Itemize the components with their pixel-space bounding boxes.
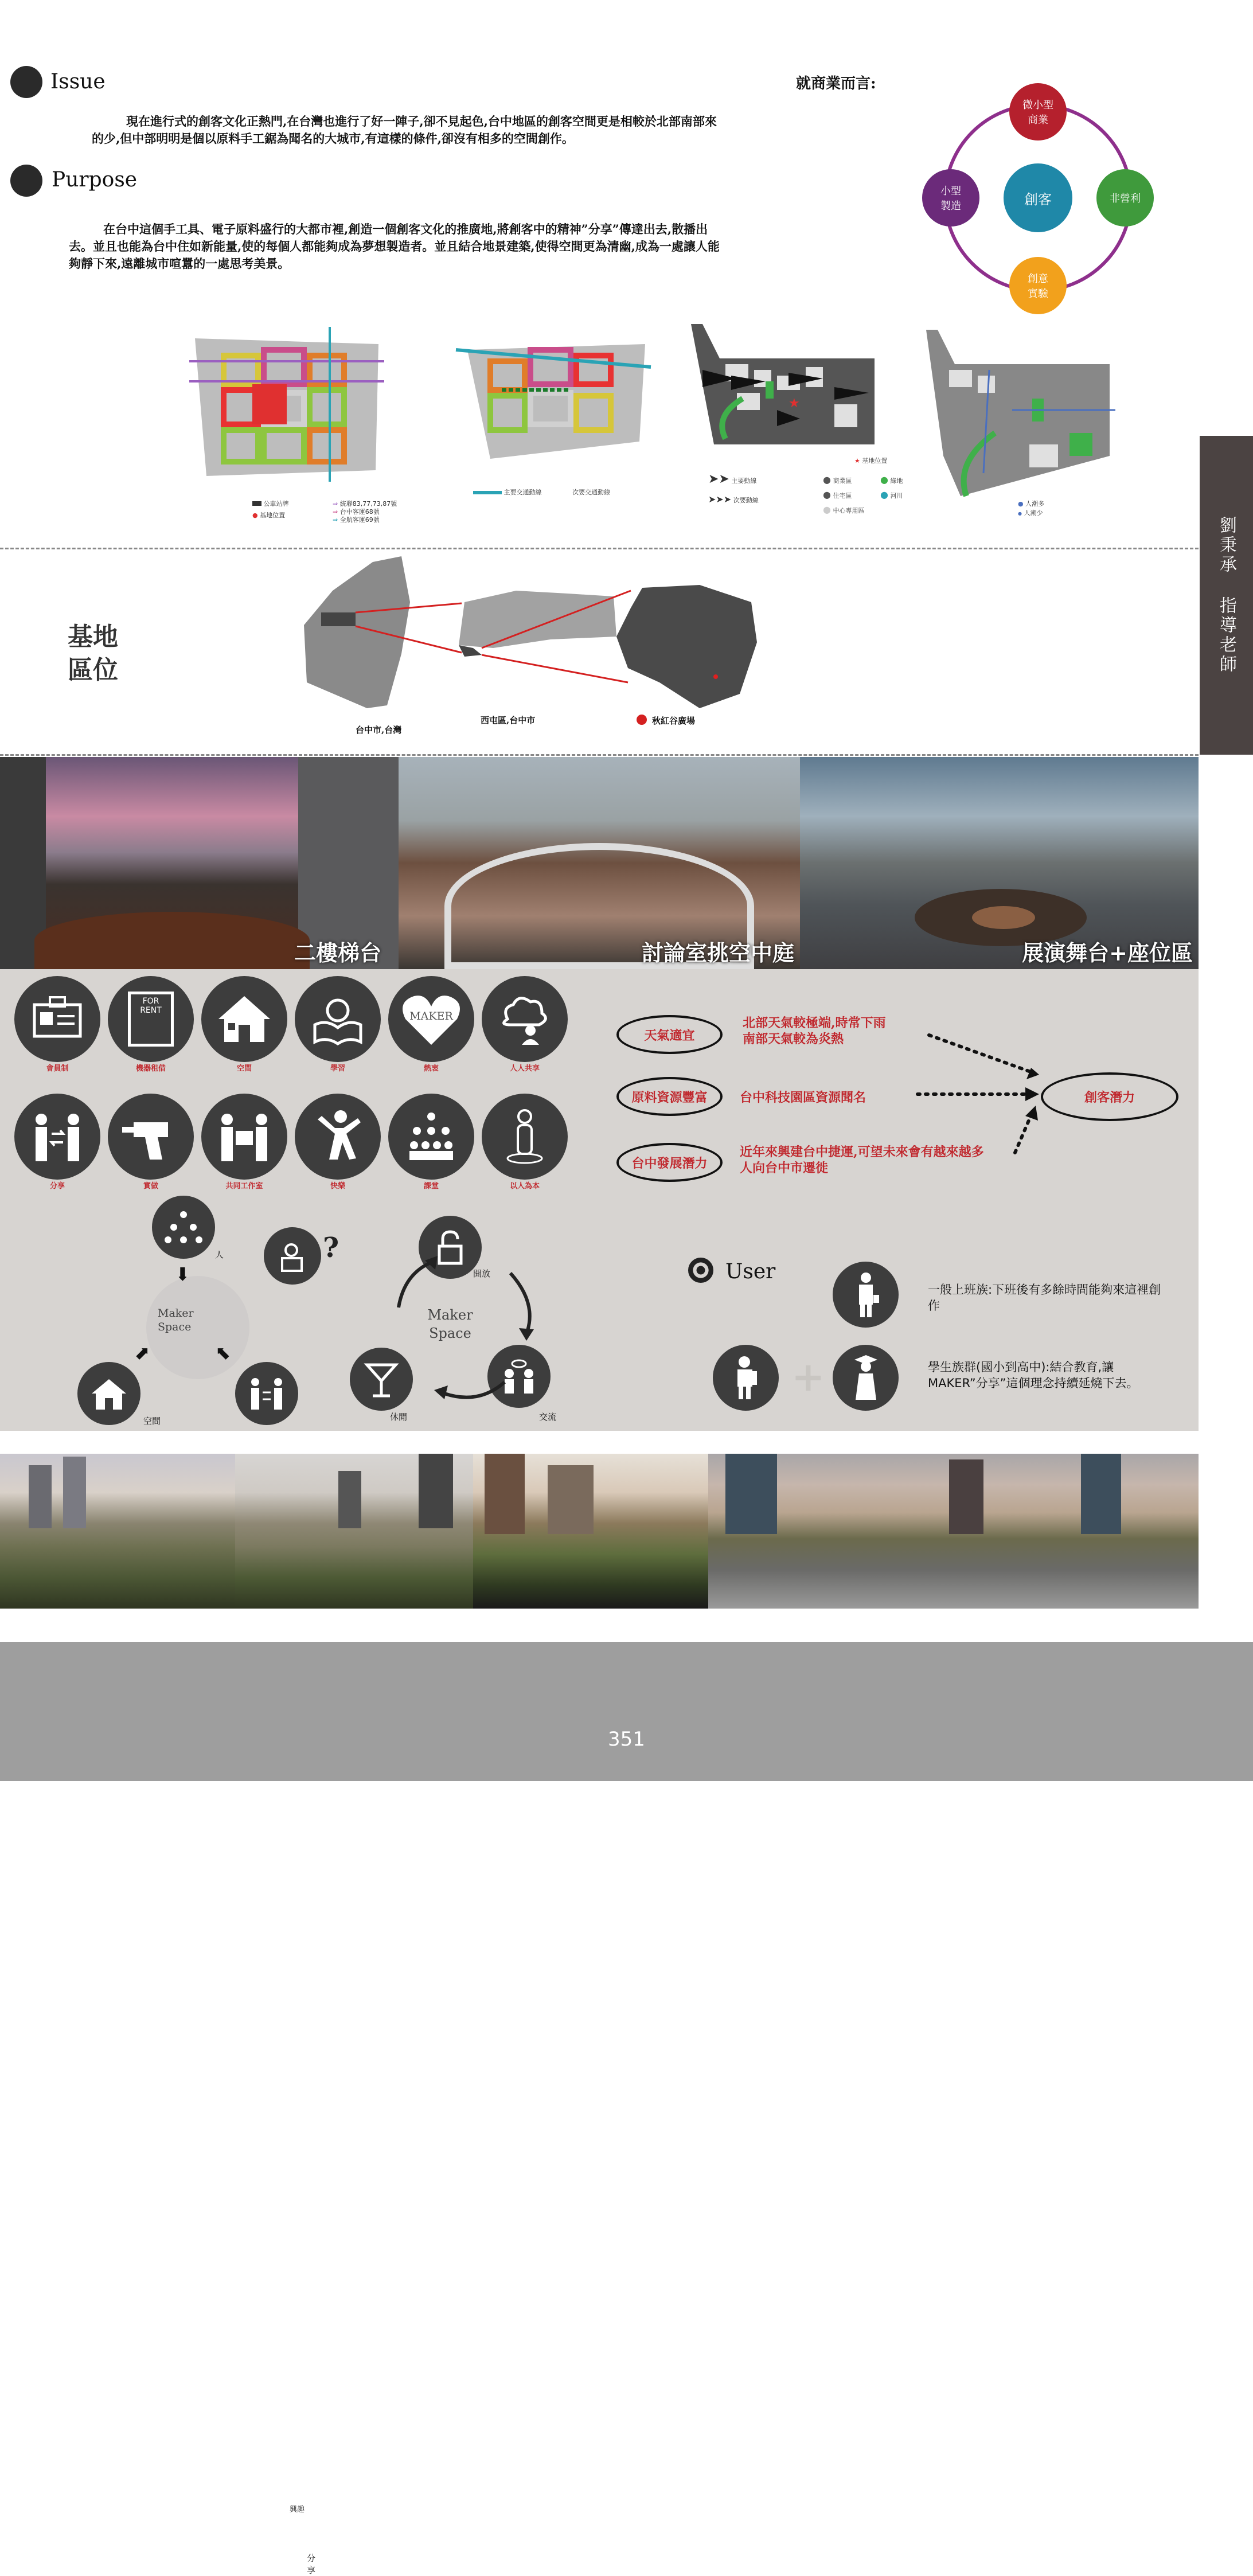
site-photo-2 — [235, 1454, 473, 1609]
site-title-line1: 基地 — [68, 622, 118, 651]
user-target-icon — [688, 1258, 713, 1283]
site-title — [68, 620, 118, 687]
sidebar-name: 劉秉承 — [1216, 516, 1236, 575]
maker1-left-label: 空間 — [143, 1416, 161, 1426]
icon-label-2: 機器租借 — [135, 1064, 166, 1073]
maker2-bottom-label: 休閒 — [390, 1412, 408, 1422]
site-photo-4 — [708, 1454, 1199, 1609]
icon-label-3: 空間 — [236, 1064, 252, 1073]
people-oriented-icon — [482, 1094, 568, 1180]
site-photo-1 — [0, 1454, 235, 1609]
site-photo-3 — [473, 1454, 708, 1609]
site-marker-icon — [637, 715, 647, 725]
maker1-top-label: 人 — [215, 1250, 224, 1260]
icon-label-11: 課堂 — [423, 1182, 439, 1191]
classroom-icon — [388, 1094, 474, 1180]
icon-label-9: 共同工作室 — [225, 1182, 263, 1191]
zoning-map-3 — [691, 324, 909, 530]
factor-resources-text: 台中科技園區資源聞名 — [740, 1090, 866, 1105]
user-2-text: 學生族群(國小到高中):結合教育,讓MAKER”分享”這個理念持續延燒下去。 — [928, 1360, 1139, 1390]
site-title-line2: 區位 — [68, 655, 118, 685]
network-people-icon — [152, 1196, 215, 1259]
business-right-circle: 非營利 — [1096, 169, 1154, 227]
user-heading: User — [725, 1260, 776, 1283]
business-diagram — [918, 75, 1158, 315]
sidebar-advisor: 指導老師 — [1216, 596, 1236, 674]
graduate-icon — [833, 1345, 899, 1411]
map4-legend: ● 人潮多 ● 人潮少 — [1018, 500, 1045, 517]
factor-resources-label: 原料資源豐富 — [631, 1090, 708, 1105]
student-icon — [713, 1345, 779, 1411]
render-stage — [800, 757, 1199, 969]
icon-label-5: 熱衷 — [423, 1064, 439, 1073]
member-card-icon — [14, 976, 100, 1062]
cycle-arrows — [364, 1239, 548, 1411]
footer-band — [0, 1642, 1253, 1781]
crowd-map-4 — [926, 330, 1138, 525]
maker1-right-label: 分享 — [307, 2553, 316, 2575]
maker2-right-label: 交流 — [539, 1412, 557, 1422]
user-1-text: 一般上班族:下班後有多餘時間能夠來這裡創作 — [928, 1283, 1161, 1313]
render-caption-3: 展演舞台+座位區 — [1022, 940, 1193, 966]
traffic-map-1-graphic — [189, 327, 390, 482]
factor-weather-oval — [616, 1015, 723, 1054]
site-label-taiwan: 台中市,台灣 — [356, 725, 402, 735]
business-title: 就商業而言: — [796, 75, 876, 92]
business-top-circle: 微小型 商業 — [1009, 83, 1067, 140]
purpose-heading: Purpose — [52, 168, 138, 192]
site-location-maps — [287, 551, 803, 746]
arrow-up-right-icon: ⬈ — [135, 1342, 150, 1364]
crowd-map-4-graphic — [926, 330, 1138, 502]
drill-tool-icon — [108, 1094, 194, 1180]
business-bottom-circle: 創意 實驗 — [1009, 257, 1067, 314]
icon-label-10: 快樂 — [330, 1182, 345, 1191]
question-mark-icon: ? — [323, 1232, 339, 1264]
purpose-text: 在台中這個手工具、電子原料盛行的大都市裡,創造一個創客文化的推廣地,將創客中的精神”分享”傳達出去,散播出去。並且也能為台中住如新能量,使的每個人都能夠成為夢想製造者。並且結合地景建築,使得空間更為清幽,成為一處讓人能夠靜下來,遠離城市喧囂的一處思考美景。 — [69, 222, 720, 271]
icon-grid — [14, 976, 588, 1205]
render-stairs — [0, 757, 399, 969]
render-atrium — [399, 757, 800, 969]
factor-potential-text: 近年來興建台中捷運,可望未來會有越來越多 人向台中市遷徙 — [740, 1145, 984, 1176]
icon-label-12: 以人為本 — [509, 1182, 540, 1191]
traffic-map-2-graphic — [456, 327, 662, 465]
plus-icon: + — [791, 1353, 825, 1400]
business-left-circle: 小型 製造 — [922, 169, 979, 227]
maker-heart-text: MAKER — [409, 1010, 453, 1022]
author-sidebar — [1200, 436, 1253, 755]
section-divider-1 — [0, 548, 1199, 549]
house-icon — [201, 976, 287, 1062]
factor-resources-oval — [616, 1077, 723, 1116]
traffic-map-1: 公車站牌 ● 基地位置 ⇒ 統聯83,77,73,87號 ⇒ 台中客運68號 ⇒ 全航客運69號 — [189, 327, 390, 539]
issue-heading: Issue — [50, 70, 106, 93]
space-house-icon — [77, 1362, 140, 1425]
business-center-circle: 創客 — [1004, 163, 1072, 232]
maker2-left-label: 興趣 — [290, 2505, 305, 2514]
factor-weather-label: 天氣適宜 — [644, 1028, 695, 1043]
maker2-center-text: Maker Space — [427, 1307, 473, 1341]
traffic-map-2 — [456, 327, 662, 510]
office-worker-icon — [833, 1262, 899, 1328]
happy-jump-icon — [295, 1094, 381, 1180]
page-number: 351 — [608, 1728, 645, 1751]
maker-heart-icon — [388, 976, 474, 1062]
svg-text:★: ★ — [789, 396, 800, 411]
site-label-district: 西屯區,台中市 — [481, 715, 536, 725]
render-caption-2: 討論室挑空中庭 — [641, 940, 794, 966]
site-location-graphic — [287, 551, 803, 746]
factor-result-label: 創客潛力 — [1084, 1090, 1135, 1105]
purpose-bullet-icon — [10, 165, 42, 197]
maker-diagram-2 — [261, 1210, 571, 2514]
cloud-sharing-icon — [482, 976, 568, 1062]
for-rent-sign: FOR RENT — [128, 992, 174, 1047]
icon-label-7: 分享 — [49, 1182, 65, 1191]
factor-result-oval — [1041, 1072, 1178, 1121]
interest-thinking-icon — [264, 1227, 321, 1285]
factor-weather-text: 北部天氣較極端,時常下雨 南部天氣較為炎熱 — [743, 1016, 886, 1047]
factor-arrows — [912, 1027, 1044, 1164]
reading-learning-icon — [295, 976, 381, 1062]
icon-label-1: 會員制 — [46, 1064, 69, 1073]
map3-legend: ★ 基地位置 ➤➤ 主要動線 ➤➤➤ 次要動線 ● 商業區 ● 住宅區 ● 中心專用區 ● 綠地 ● 河川 — [708, 457, 903, 515]
render-caption-1: 二樓梯台 — [294, 940, 381, 966]
arrow-up-left-icon: ⬉ — [215, 1342, 231, 1364]
icon-label-6: 人人共享 — [509, 1064, 540, 1073]
icon-label-8: 實做 — [143, 1182, 158, 1191]
factor-potential-label: 台中發展潛力 — [631, 1156, 708, 1171]
section-divider-2 — [0, 754, 1199, 756]
share-people-icon — [14, 1094, 100, 1180]
map2-legend: 主要交通動線 次要交通動線 — [473, 487, 657, 497]
issue-text: 現在進行式的創客文化正熱門,在台灣也進行了好一陣子,卻不見起色,台中地區的創客空間更是相較於北部南部來的少,但中部明明是個以原料手工鋸為聞名的大城市,有這樣的條件,卻沒有相多的空間創作。 — [92, 114, 717, 146]
arrow-down-icon: ⬇ — [175, 1263, 190, 1285]
factor-potential-oval — [616, 1143, 723, 1182]
issue-bullet-icon — [10, 66, 42, 98]
zoning-map-3-graphic — [691, 324, 909, 450]
site-label-site: 秋紅谷廣場 — [652, 716, 696, 726]
icon-label-4: 學習 — [330, 1064, 345, 1073]
maker1-center-text: Maker Space — [158, 1307, 194, 1333]
maker2-top-label: 開放 — [473, 1269, 491, 1279]
coworking-icon — [201, 1094, 287, 1180]
for-rent-icon — [108, 976, 194, 1062]
